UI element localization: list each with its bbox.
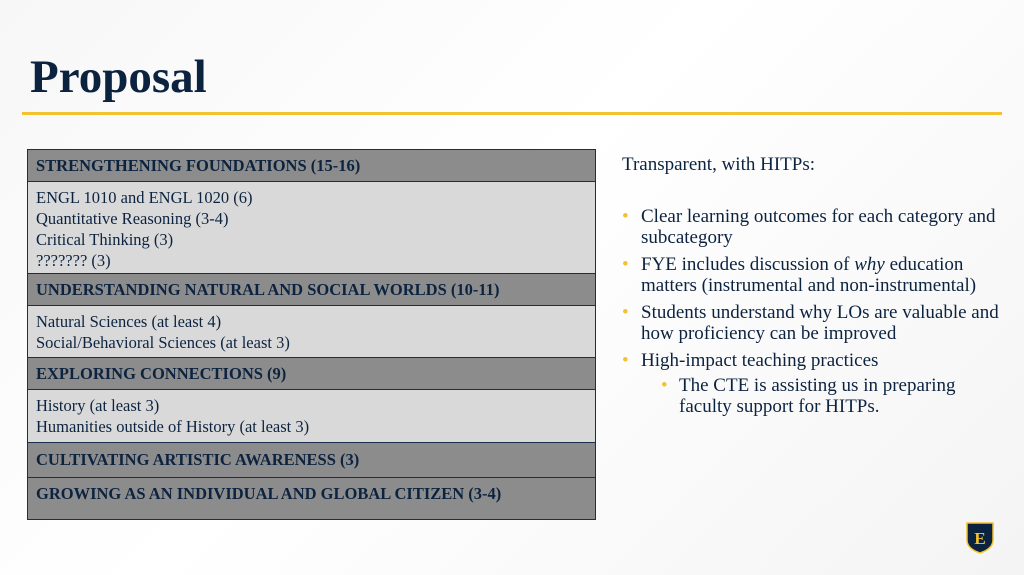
notes-panel	[622, 154, 1012, 423]
bullet-text: Students understand why LOs are valuable and how proficiency can be improved	[641, 302, 999, 344]
notes-intro: Transparent, with HITPs:	[622, 154, 815, 175]
bullet-text: High-impact teaching practices	[641, 350, 879, 371]
list-item: Critical Thinking (3)	[36, 230, 174, 249]
list-item: Social/Behavioral Sciences (at least 3)	[36, 333, 290, 352]
bullet-text: Clear learning outcomes for each category and subcategory	[641, 206, 996, 248]
university-shield-icon	[966, 522, 994, 554]
title-divider	[22, 112, 1002, 115]
curriculum-table	[27, 149, 596, 520]
bullet-item	[622, 302, 1012, 344]
sub-bullets	[641, 375, 1012, 417]
section-heading: UNDERSTANDING NATURAL AND SOCIAL WORLDS (10-11)	[28, 274, 595, 306]
list-item: Quantitative Reasoning (3-4)	[36, 209, 229, 228]
list-item: Humanities outside of History (at least 3)	[36, 417, 310, 436]
section-heading: GROWING AS AN INDIVIDUAL AND GLOBAL CITIZEN (3-4)	[28, 478, 595, 519]
section-heading: CULTIVATING ARTISTIC AWARENESS (3)	[28, 443, 595, 478]
notes-bullets	[622, 206, 1012, 417]
section-heading: EXPLORING CONNECTIONS (9)	[28, 358, 595, 390]
bullet-item	[622, 254, 1012, 296]
section-heading: STRENGTHENING FOUNDATIONS (15-16)	[28, 150, 595, 182]
bullet-text-after: education matters (instrumental and non-instrumental)	[641, 254, 977, 296]
bullet-emphasis: why	[854, 254, 885, 275]
list-item: History (at least 3)	[36, 396, 160, 415]
section-items	[28, 306, 595, 358]
list-item: Natural Sciences (at least 4)	[36, 312, 222, 331]
sub-bullet-item: • The CTE is assisting us in preparing faculty support for HITPs.	[641, 375, 1012, 417]
bullet-item	[622, 206, 1012, 248]
list-item: ??????? (3)	[36, 251, 111, 270]
slide-title: Proposal	[30, 51, 207, 103]
bullet-item	[622, 350, 1012, 417]
section-items	[28, 182, 595, 274]
logo-letter: E	[974, 529, 986, 548]
bullet-text-before: FYE includes discussion of	[641, 254, 855, 275]
list-item: ENGL 1010 and ENGL 1020 (6)	[36, 188, 253, 207]
section-items	[28, 390, 595, 443]
